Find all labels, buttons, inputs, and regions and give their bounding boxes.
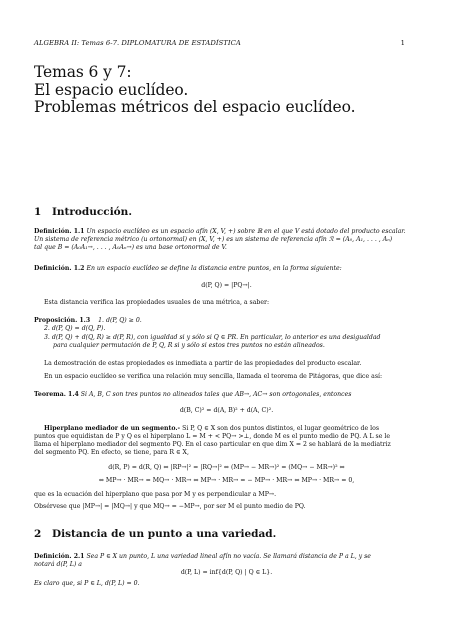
definition-1-1-line-3: tal que B = (A₀A₁→, . . . , A₀Aₙ→) es una base ortonormal de V. xyxy=(34,244,227,251)
section-1-number: 1 xyxy=(34,206,42,218)
theorem-1-4-label: Teorema. 1.4 xyxy=(34,391,79,398)
hyperplane-formula-1: d(R, P) = d(R, Q) ⇔ |RP→|² = |RQ→|² ⇔ (MP→ − MR→)² = (MQ→ − MR→)² ⇔ xyxy=(108,464,345,471)
title-line-3: Problemas métricos del espacio euclídeo. xyxy=(34,98,356,116)
proposition-1-3-label: Proposición. 1.3 xyxy=(34,317,91,324)
hyperplane-line-5: que es la ecuación del hiperplano que pasa por M y es perpendicular a MP→. xyxy=(34,491,277,498)
definition-1-2-line xyxy=(34,265,342,273)
definition-1-1-label: Definición. 1.1 xyxy=(34,228,85,235)
pythagoras-formula: d(B, C)² = d(A, B)² + d(A, C)². xyxy=(179,407,274,414)
distance-formula: d(P, Q) = |PQ→|. xyxy=(201,282,252,289)
proposition-item-3-line-2: para cualquier permutación de P, Q, R si y sólo si estos tres puntos no están alineados. xyxy=(53,342,325,349)
definition-2-1-line-3: Es claro que, si P ∈ L, d(P, L) = 0. xyxy=(34,580,140,587)
definition-1-1-line-1 xyxy=(34,228,406,236)
running-header: ALGEBRA II: Temas 6-7. DIPLOMATURA DE ESTADÍSTICA xyxy=(34,39,241,47)
section-1-heading xyxy=(34,206,132,218)
section-2-title: Distancia de un punto a una variedad. xyxy=(52,528,277,540)
proposition-item-3-line-1: 3. d(P, Q) + d(Q, R) ≥ d(P, R), con igualdad si y sólo si Q ∈ PR. En particular, lo anterior es una desigualdad xyxy=(44,334,381,341)
definition-2-1-label: Definición. 2.1 xyxy=(34,553,85,560)
hyperplane-line-1 xyxy=(44,425,379,433)
section-1-title: Introducción. xyxy=(52,206,132,218)
hyperplane-line-3: llama el hiperplano mediador del segmento PQ. En el caso particular en que dim X = 2 se hablará de la mediatriz xyxy=(34,441,391,448)
document-title xyxy=(34,64,355,117)
distance-to-variety-formula: d(P, L) = inf{d(P, Q) | Q ∈ L}. xyxy=(180,569,273,576)
proposition-item-2: 2. d(P, Q) = d(Q, P). xyxy=(44,325,106,332)
section-2-number: 2 xyxy=(34,528,42,540)
hyperplane-line-2: puntos que equidistan de P y Q es el hiperplano L = M + < PQ→ >⊥, donde M es el punto medio de PQ. A L se le xyxy=(34,433,390,440)
proposition-1-3-line xyxy=(34,317,142,325)
paragraph-proof-note: La demostración de estas propiedades es inmediata a partir de las propiedades del producto escalar. xyxy=(44,360,362,367)
definition-2-1-line-2: notará d(P, L) a xyxy=(34,561,82,568)
definition-1-1-text-1: Un espacio euclídeo es un espacio afín (X, V, +) sobre ℝ en el que V está dotado del producto escalar. xyxy=(86,228,406,235)
proposition-item-1: 1. d(P, Q) ≥ 0. xyxy=(98,317,142,324)
definition-1-2-label: Definición. 1.2 xyxy=(34,265,85,272)
title-line-1: Temas 6 y 7: xyxy=(34,63,132,81)
definition-2-1-text-1: Sea P ∈ X un punto, L una variedad lineal afín no vacía. Se llamará distancia de P a L, y se xyxy=(86,553,371,560)
definition-1-2-text: En un espacio euclídeo se define la distancia entre puntos, en la forma siguiente: xyxy=(86,265,342,272)
hyperplane-line-4: del segmento PQ. En efecto, se tiene, para R ∈ X, xyxy=(34,449,189,456)
metric-properties-intro: Esta distancia verifica las propiedades usuales de una métrica, a saber: xyxy=(44,299,270,306)
definition-1-1-line-2: Un sistema de referencia métrico (u ortonormal) en (X, V, +) es un sistema de referencia afín ℛ = (A₀, A₁, . . . , Aₙ) xyxy=(34,236,393,243)
hyperplane-formula-2: ⇔ MP→ · MR→ = MQ→ · MR→ ⇔ MP→ · MR→ = − MP→ · MR→ ⇔ MP→ · MR→ = 0, xyxy=(98,477,355,484)
hyperplane-line-6: Obsérvese que |MP→| = |MQ→| y que MQ→ = −MP→, por ser M el punto medio de PQ. xyxy=(34,503,306,510)
hyperplane-text-1: Si P, Q ∈ X son dos puntos distintos, el lugar geométrico de los xyxy=(182,425,380,432)
title-line-2: El espacio euclídeo. xyxy=(34,80,189,99)
page-number: 1 xyxy=(400,39,405,47)
theorem-1-4-text: Si A, B, C son tres puntos no alineados tales que AB→, AC→ son ortogonales, entonces xyxy=(80,391,352,398)
definition-2-1-line-1 xyxy=(34,553,371,561)
section-2-heading xyxy=(34,528,276,540)
paragraph-pythagoras-intro: En un espacio euclídeo se verifica una relación muy sencilla, llamada el teorema de Pitágoras, que dice así: xyxy=(44,373,383,380)
hyperplane-label: Hiperplano mediador de un segmento.- xyxy=(44,425,181,432)
theorem-1-4-line xyxy=(34,391,351,399)
